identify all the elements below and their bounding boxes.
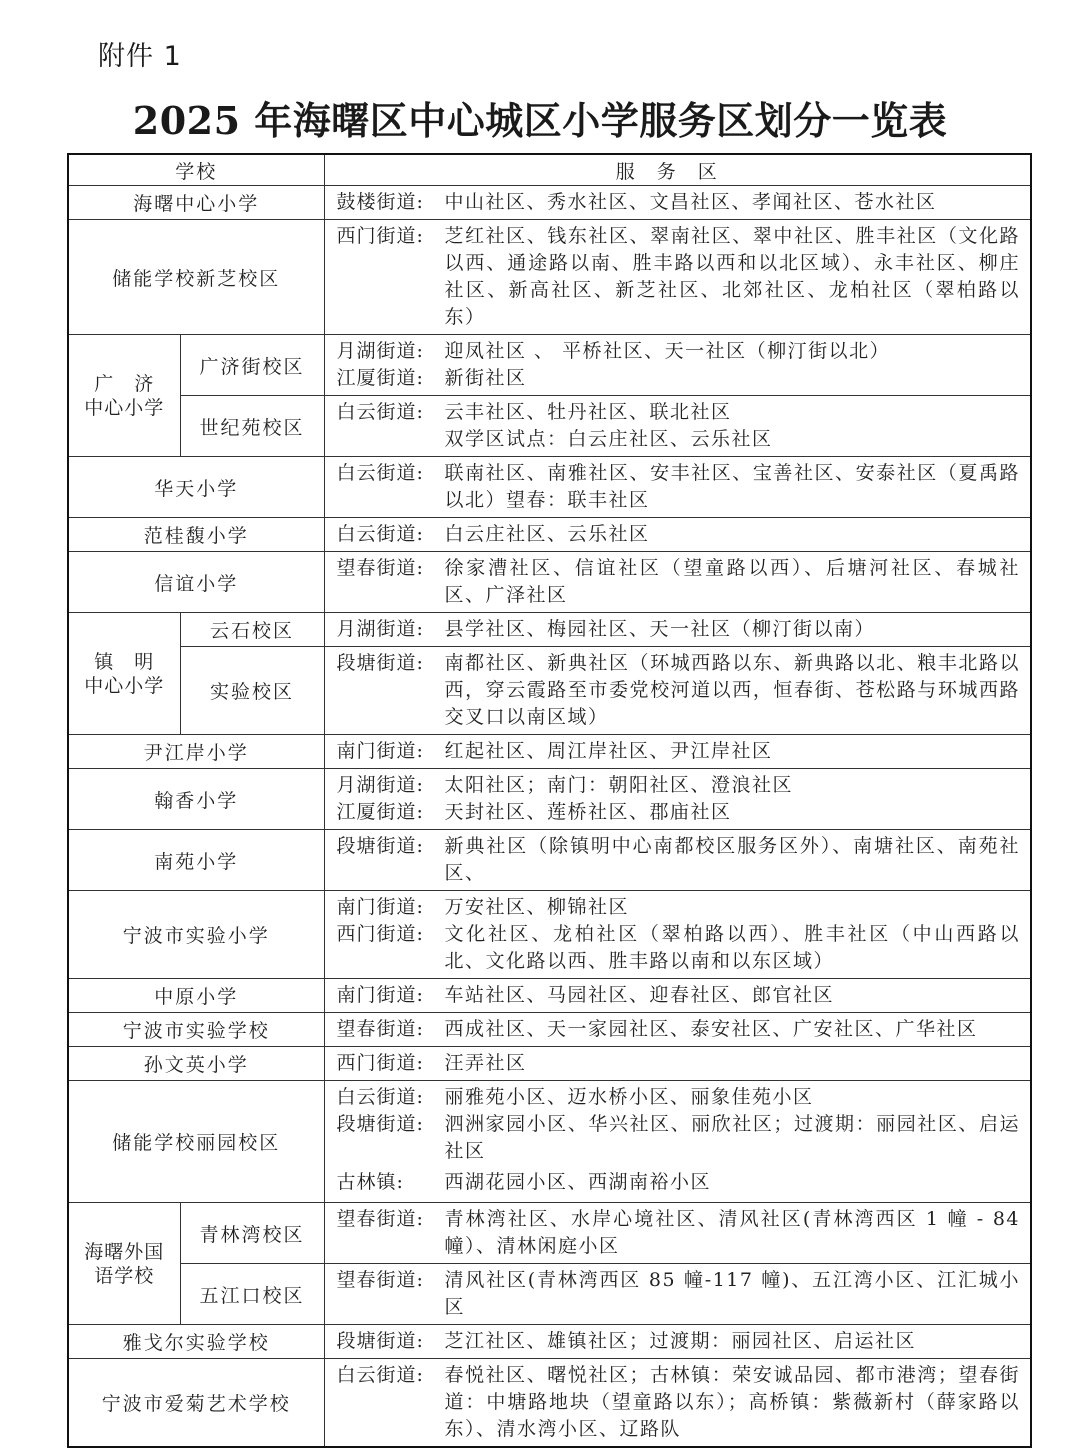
table-row — [68, 891, 1031, 979]
community-list: 天封社区、莲桥社区、郡庙社区 — [444, 801, 732, 823]
service-area — [324, 552, 1031, 613]
service-area — [324, 457, 1031, 518]
service-area — [324, 1013, 1031, 1047]
community-list: 南都社区、新典社区（环城西路以东、新典路以北、粮丰北路以西，穿云霞路至市委党校河道以西，恒春街、苍松路与环城西路交叉口以南区域） — [444, 652, 1021, 728]
service-area — [324, 186, 1031, 220]
service-area — [324, 769, 1031, 830]
street-label: 白云街道: — [336, 462, 424, 484]
service-area-table — [67, 153, 1032, 1448]
community-list: 文化社区、龙柏社区（翠柏路以西）、胜丰社区（中山西路以北、文化路以西、胜丰路以南和以东区域） — [444, 923, 1021, 972]
service-area — [324, 1047, 1031, 1081]
service-area — [324, 1325, 1031, 1359]
table-row — [68, 613, 1031, 647]
group-name-line: 中心小学 — [84, 396, 165, 419]
street-label: 西门街道: — [336, 225, 424, 247]
community-list: 太阳社区；南门：朝阳社区、澄浪社区 — [444, 774, 794, 796]
table-row — [68, 1047, 1031, 1081]
community-list: 徐家漕社区、信谊社区（望童路以西）、后塘河社区、春城社区、广泽社区 — [444, 557, 1021, 606]
service-area — [324, 1264, 1031, 1325]
table-row — [68, 735, 1031, 769]
community-list: 西湖花园小区、西湖南裕小区 — [444, 1171, 712, 1193]
community-list: 中山社区、秀水社区、文昌社区、孝闻社区、苍水社区 — [444, 191, 937, 213]
service-area — [324, 1203, 1031, 1264]
community-list: 西成社区、天一家园社区、泰安社区、广安社区、广华社区 — [444, 1018, 978, 1040]
street-label: 望春街道: — [336, 1208, 424, 1230]
group-name-line: 海曙外国 — [84, 1240, 165, 1263]
school-name: 宁波市爱菊艺术学校 — [68, 1359, 324, 1448]
service-area — [324, 647, 1031, 735]
street-label: 望春街道: — [336, 1269, 424, 1291]
school-name: 海曙中心小学 — [68, 186, 324, 220]
school-name: 范桂馥小学 — [68, 518, 324, 552]
community-list: 青林湾社区、水岸心境社区、清风社区(青林湾西区 1 幢 - 84 幢）、清林闲庭小区 — [444, 1208, 1021, 1257]
table-row — [68, 220, 1031, 335]
header-service: 服务区 — [324, 154, 1031, 186]
school-name: 宁波市实验学校 — [68, 1013, 324, 1047]
community-list: 迎凤社区 、 平桥社区、天一社区（柳汀街以北） — [444, 340, 891, 362]
table-row — [68, 518, 1031, 552]
school-name: 储能学校新芝校区 — [68, 220, 324, 335]
street-label: 望春街道: — [336, 1018, 424, 1040]
service-area — [324, 1081, 1031, 1203]
street-label: 南门街道: — [336, 984, 424, 1006]
street-label: 江厦街道: — [336, 367, 424, 389]
school-name: 宁波市实验小学 — [68, 891, 324, 979]
street-label: 鼓楼街道: — [336, 191, 424, 213]
community-list: 新街社区 — [444, 367, 527, 389]
table-row — [68, 1325, 1031, 1359]
campus-name: 云石校区 — [180, 613, 324, 647]
service-area — [324, 891, 1031, 979]
school-name: 南苑小学 — [68, 830, 324, 891]
community-list: 车站社区、马园社区、迎春社区、郎官社区 — [444, 984, 835, 1006]
table-row — [68, 769, 1031, 830]
service-area — [324, 335, 1031, 396]
community-list: 泗洲家园小区、华兴社区、丽欣社区；过渡期：丽园社区、启运社区 — [444, 1113, 1021, 1162]
street-label: 白云街道: — [336, 1364, 424, 1386]
group-name-line: 镇 明 — [94, 650, 155, 673]
school-name: 翰香小学 — [68, 769, 324, 830]
service-area — [324, 613, 1031, 647]
campus-name: 实验校区 — [180, 647, 324, 735]
table-row — [68, 552, 1031, 613]
community-list: 万安社区、柳锦社区 — [444, 896, 630, 918]
street-label: 段塘街道: — [336, 652, 424, 674]
service-area — [324, 1359, 1031, 1448]
table-row — [68, 1359, 1031, 1448]
dual-district-note: 双学区试点：白云庄社区、云乐社区 — [444, 428, 773, 450]
table-header-row — [68, 154, 1031, 186]
community-list: 丽雅苑小区、迈水桥小区、丽象佳苑小区 — [444, 1086, 814, 1108]
street-label: 月湖街道: — [336, 774, 424, 796]
group-name-line: 语学校 — [94, 1264, 155, 1287]
school-name: 储能学校丽园校区 — [68, 1081, 324, 1203]
table-row — [68, 1013, 1031, 1047]
table-row — [68, 457, 1031, 518]
community-list: 汪弄社区 — [444, 1052, 527, 1074]
street-label: 西门街道: — [336, 1052, 424, 1074]
school-group-name — [68, 1203, 180, 1325]
street-label: 望春街道: — [336, 557, 424, 579]
school-name: 雅戈尔实验学校 — [68, 1325, 324, 1359]
street-label: 南门街道: — [336, 740, 424, 762]
school-group-name — [68, 613, 180, 735]
street-label: 南门街道: — [336, 896, 424, 918]
school-group-name — [68, 335, 180, 457]
street-label: 段塘街道: — [336, 835, 424, 857]
community-list: 春悦社区、曙悦社区；古林镇：荣安诚品园、都市港湾；望春街道：中塘路地块（望童路以东）；高桥镇：紫薇新村（薛家路以东）、清水湾小区、辽路队 — [444, 1364, 1021, 1440]
group-name-line: 广 济 — [94, 372, 155, 395]
header-school: 学校 — [68, 154, 324, 186]
community-list: 芝江社区、雄镇社区；过渡期：丽园社区、启运社区 — [444, 1330, 917, 1352]
page-title: 2025 年海曙区中心城区小学服务区划分一览表 — [132, 98, 948, 143]
group-name-line: 中心小学 — [84, 674, 165, 697]
street-label: 白云街道: — [336, 1086, 424, 1108]
street-label: 段塘街道: — [336, 1113, 424, 1135]
school-name: 尹江岸小学 — [68, 735, 324, 769]
service-area — [324, 830, 1031, 891]
community-list: 白云庄社区、云乐社区 — [444, 523, 650, 545]
community-list: 云丰社区、牡丹社区、联北社区 — [444, 401, 732, 423]
community-list: 新典社区（除镇明中心南都校区服务区外）、南塘社区、南苑社区、 — [444, 835, 1021, 884]
street-label: 古林镇: — [336, 1171, 404, 1193]
campus-name: 广济街校区 — [180, 335, 324, 396]
street-label: 月湖街道: — [336, 618, 424, 640]
table-row — [68, 830, 1031, 891]
table-row — [68, 1081, 1031, 1203]
table-row — [68, 186, 1031, 220]
community-list: 联南社区、南雅社区、安丰社区、宝善社区、安泰社区（夏禹路以北）望春：联丰社区 — [444, 462, 1021, 511]
service-area — [324, 396, 1031, 457]
table-row — [68, 979, 1031, 1013]
school-name: 中原小学 — [68, 979, 324, 1013]
street-label: 白云街道: — [336, 523, 424, 545]
campus-name: 青林湾校区 — [180, 1203, 324, 1264]
service-area — [324, 979, 1031, 1013]
community-list: 县学社区、梅园社区、天一社区（柳汀街以南） — [444, 618, 876, 640]
service-area — [324, 735, 1031, 769]
table-row — [68, 1264, 1031, 1325]
school-name: 信谊小学 — [68, 552, 324, 613]
school-name: 华天小学 — [68, 457, 324, 518]
street-label: 白云街道: — [336, 401, 424, 423]
street-label: 段塘街道: — [336, 1330, 424, 1352]
service-area — [324, 220, 1031, 335]
community-list: 芝红社区、钱东社区、翠南社区、翠中社区、胜丰社区（文化路以西、通途路以南、胜丰路以西和以北区域）、永丰社区、柳庄社区、新高社区、新芝社区、北郊社区、龙柏社区（翠柏路以东） — [444, 225, 1021, 328]
street-label: 月湖街道: — [336, 340, 424, 362]
table-row — [68, 1203, 1031, 1264]
table-row — [68, 647, 1031, 735]
street-label: 江厦街道: — [336, 801, 424, 823]
table-row — [68, 335, 1031, 396]
school-name: 孙文英小学 — [68, 1047, 324, 1081]
campus-name: 五江口校区 — [180, 1264, 324, 1325]
table-row — [68, 396, 1031, 457]
community-list: 红起社区、周江岸社区、尹江岸社区 — [444, 740, 773, 762]
service-area — [324, 518, 1031, 552]
campus-name: 世纪苑校区 — [180, 396, 324, 457]
street-label: 西门街道: — [336, 923, 424, 945]
attachment-label: 附件 1 — [98, 41, 182, 72]
community-list: 清风社区(青林湾西区 85 幢-117 幢)、五江湾小区、江汇城小区 — [444, 1269, 1021, 1318]
